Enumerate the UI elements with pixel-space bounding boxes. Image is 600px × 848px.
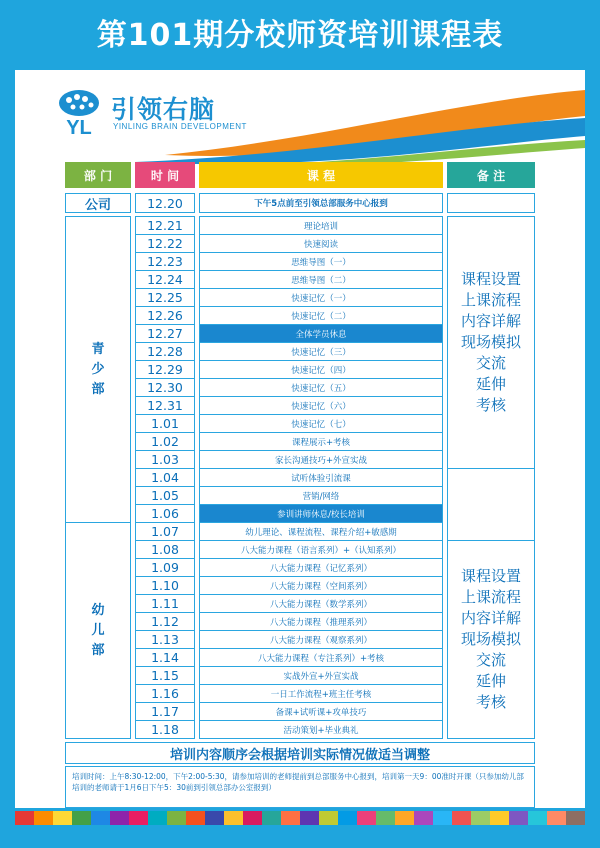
color-block [528, 811, 547, 825]
row-course: 八大能力课程（专注系列）+考核 [199, 648, 443, 667]
row-time: 1.06 [135, 504, 195, 523]
row-course: 思维导图（一） [199, 252, 443, 271]
dept-char: 少 [91, 361, 105, 377]
color-block [395, 811, 414, 825]
note-line: 交流 [475, 354, 506, 372]
color-block [566, 811, 585, 825]
row-time: 12.28 [135, 342, 195, 361]
color-block [376, 811, 395, 825]
note-line: 上课流程 [460, 588, 521, 606]
group-note [447, 540, 535, 739]
company-note [447, 193, 535, 213]
row-course: 快速记忆（五） [199, 378, 443, 397]
color-block [547, 811, 566, 825]
row-course: 八大能力课程（推理系列） [199, 612, 443, 631]
row-course: 快速记忆（四） [199, 360, 443, 379]
row-time: 1.11 [135, 594, 195, 613]
brand-logo [51, 88, 271, 140]
row-time: 1.02 [135, 432, 195, 451]
group-dept [65, 216, 131, 523]
row-course: 思维导图（二） [199, 270, 443, 289]
header-time: 时 间 [135, 162, 195, 188]
color-block [300, 811, 319, 825]
row-course: 快速记忆（一） [199, 288, 443, 307]
row-time: 1.15 [135, 666, 195, 685]
row-time: 1.13 [135, 630, 195, 649]
group-dept [65, 522, 131, 739]
row-course: 备课+试听课+攻单技巧 [199, 702, 443, 721]
note-empty [447, 468, 535, 541]
row-course: 快速记忆（七） [199, 414, 443, 433]
color-block [15, 811, 34, 825]
row-time: 12.27 [135, 324, 195, 343]
row-course: 实战外宣+外宣实战 [199, 666, 443, 685]
note-line: 考核 [475, 693, 506, 711]
color-block [452, 811, 471, 825]
note-line: 内容详解 [460, 312, 521, 330]
content-panel [15, 70, 585, 808]
note-line: 交流 [475, 651, 506, 669]
svg-text:YL: YL [66, 117, 92, 138]
dept-char: 儿 [91, 622, 105, 638]
row-time: 1.17 [135, 702, 195, 721]
color-block [490, 811, 509, 825]
row-time: 1.04 [135, 468, 195, 487]
brand-english-name: YINLING BRAIN DEVELOPMENT [113, 122, 247, 131]
color-block [224, 811, 243, 825]
row-course: 一日工作流程+班主任考核 [199, 684, 443, 703]
dept-char: 青 [91, 341, 105, 357]
brand-name: 引领右脑 [111, 95, 216, 124]
color-block [148, 811, 167, 825]
row-time: 12.25 [135, 288, 195, 307]
row-course: 参训讲师休息/校长培训 [199, 504, 443, 523]
color-block [129, 811, 148, 825]
dept-char: 部 [91, 642, 105, 658]
color-block [471, 811, 490, 825]
row-time: 12.24 [135, 270, 195, 289]
training-footnote: 培训时间：上午8:30-12:00，下午2:00-5:30，请参加培训的老师提前到总部服务中心报到，培训第一天9：00准时开课（只参加幼儿部培训的老师请于1月6日下午5：30前到引领总部办公室报到） [65, 766, 535, 808]
color-block [34, 811, 53, 825]
color-block [72, 811, 91, 825]
row-time: 1.12 [135, 612, 195, 631]
row-course: 幼儿理论、课程流程、课程介绍+敏感期 [199, 522, 443, 541]
color-block [338, 811, 357, 825]
row-course: 八大能力课程（记忆系列） [199, 558, 443, 577]
company-time: 12.20 [135, 193, 195, 213]
rainbow-color-bar [15, 811, 585, 825]
row-time: 1.01 [135, 414, 195, 433]
color-block [357, 811, 376, 825]
color-block [281, 811, 300, 825]
row-course: 营销/网络 [199, 486, 443, 505]
brain-logo-icon [51, 88, 107, 138]
header-course: 课 程 [199, 162, 443, 188]
row-course: 八大能力课程（语言系列）+（认知系列） [199, 540, 443, 559]
row-course: 八大能力课程（数学系列） [199, 594, 443, 613]
color-block [414, 811, 433, 825]
color-block [433, 811, 452, 825]
color-block [243, 811, 262, 825]
group-note [447, 216, 535, 469]
company-course: 下午5点前至引领总部服务中心报到 [199, 193, 443, 213]
note-line: 延伸 [475, 375, 506, 393]
note-line: 考核 [475, 396, 506, 414]
note-line: 课程设置 [460, 270, 521, 288]
row-time: 12.23 [135, 252, 195, 271]
dept-char: 幼 [91, 602, 105, 618]
color-block [167, 811, 186, 825]
row-course: 全体学员休息 [199, 324, 443, 343]
row-course: 八大能力课程（观察系列） [199, 630, 443, 649]
row-course: 快速记忆（二） [199, 306, 443, 325]
row-course: 快速记忆（三） [199, 342, 443, 361]
row-course: 快速记忆（六） [199, 396, 443, 415]
color-block [509, 811, 528, 825]
color-block [91, 811, 110, 825]
header-note: 备 注 [447, 162, 535, 188]
row-time: 1.14 [135, 648, 195, 667]
row-course: 试听体验引流课 [199, 468, 443, 487]
row-time: 1.16 [135, 684, 195, 703]
note-line: 上课流程 [460, 291, 521, 309]
row-course: 快速阅读 [199, 234, 443, 253]
row-time: 12.31 [135, 396, 195, 415]
row-course: 活动策划+毕业典礼 [199, 720, 443, 739]
header-dept: 部 门 [65, 162, 131, 188]
note-line: 内容详解 [460, 609, 521, 627]
page-title: 第101期分校师资培训课程表 [96, 18, 504, 53]
company-dept: 公司 [65, 193, 131, 213]
row-time: 1.05 [135, 486, 195, 505]
color-block [319, 811, 338, 825]
color-block [262, 811, 281, 825]
row-time: 12.29 [135, 360, 195, 379]
row-time: 1.18 [135, 720, 195, 739]
row-time: 12.21 [135, 216, 195, 235]
color-block [186, 811, 205, 825]
row-time: 1.08 [135, 540, 195, 559]
color-block [110, 811, 129, 825]
row-time: 1.07 [135, 522, 195, 541]
row-time: 1.09 [135, 558, 195, 577]
note-line: 现场模拟 [460, 630, 521, 648]
row-time: 12.22 [135, 234, 195, 253]
row-course: 理论培训 [199, 216, 443, 235]
note-line: 延伸 [475, 672, 506, 690]
row-time: 12.26 [135, 306, 195, 325]
row-time: 1.10 [135, 576, 195, 595]
note-line: 课程设置 [460, 567, 521, 585]
row-course: 家长沟通技巧+外宣实战 [199, 450, 443, 469]
adjustment-note: 培训内容顺序会根据培训实际情况做适当调整 [65, 742, 535, 764]
row-time: 1.03 [135, 450, 195, 469]
row-course: 八大能力课程（空间系列） [199, 576, 443, 595]
row-time: 12.30 [135, 378, 195, 397]
note-line: 现场模拟 [460, 333, 521, 351]
row-course: 课程展示+考核 [199, 432, 443, 451]
dept-char: 部 [91, 381, 105, 397]
color-block [53, 811, 72, 825]
schedule-table [65, 160, 535, 800]
color-block [205, 811, 224, 825]
